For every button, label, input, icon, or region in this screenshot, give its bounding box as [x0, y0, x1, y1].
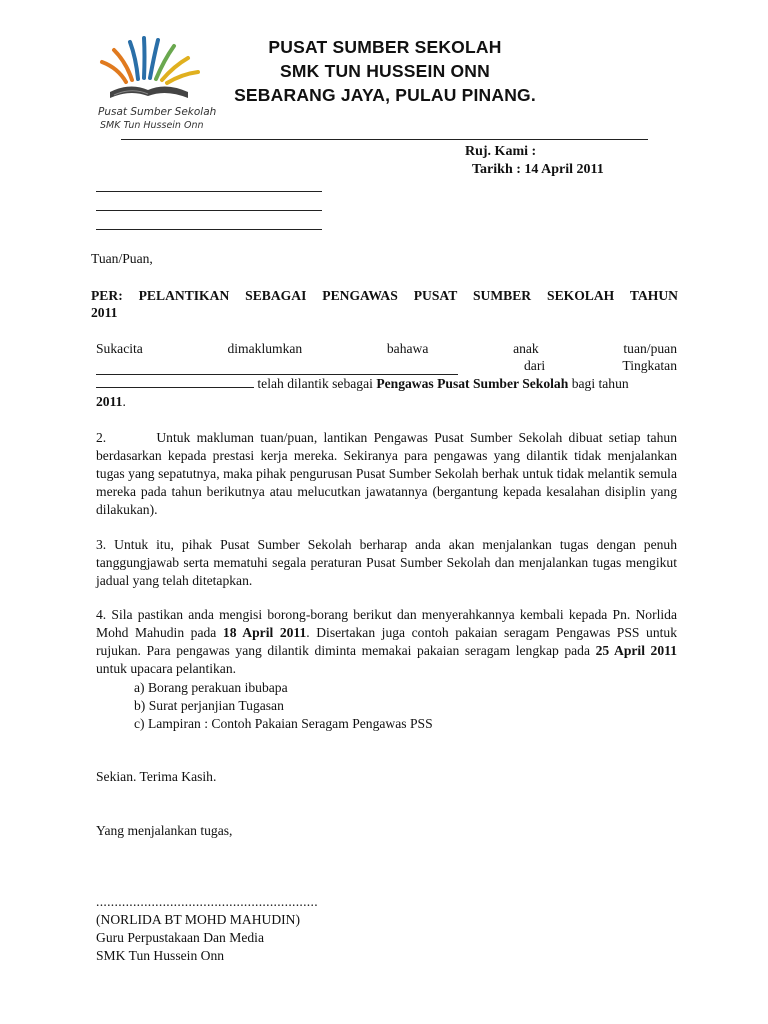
salutation: Tuan/Puan,: [91, 251, 153, 266]
header-divider: [121, 139, 648, 140]
para1-role-bold: Pengawas Pusat Sumber Sekolah: [376, 376, 569, 391]
closing: Sekian. Terima Kasih.: [96, 769, 217, 784]
para1-line-3: [96, 375, 677, 393]
list-item: c) Lampiran : Contoh Pakaian Seragam Pengawas PSS: [134, 716, 433, 731]
subject-line-2: 2011: [91, 305, 118, 320]
list-item: a) Borang perakuan ibubapa: [134, 680, 288, 695]
reference-number: Ruj. Kami :: [465, 144, 537, 159]
para4-part-c: . Disertakan juga contoh pakaian seragam Pengawas PSS untuk rujukan. Para pengawas yang dilantik diminta memakai pakaian seragam lengkap pada: [96, 625, 678, 658]
signatory-school: SMK Tun Hussein Onn: [96, 948, 225, 963]
logo-caption-2: SMK Tun Hussein Onn: [100, 120, 204, 131]
para1-line-2: [96, 357, 677, 375]
header-line-1: PUSAT SUMBER SEKOLAH: [268, 37, 502, 57]
student-name-blank: [96, 362, 458, 375]
signature-dots: ............................................................: [96, 894, 318, 909]
signoff: Yang menjalankan tugas,: [96, 823, 233, 838]
para1-line-4-end: .: [122, 394, 126, 409]
para1-year-bold: 2011: [96, 394, 123, 409]
letter-date: Tarikh : 14 April 2011: [472, 162, 604, 177]
address-line-1: [96, 191, 322, 192]
address-line-3: [96, 229, 322, 230]
paragraph-2: 2. Untuk makluman tuan/puan, lantikan Pengawas Pusat Sumber Sekolah dibuat setiap tahun berdasarkan kepada prestasi kerja mereka. Sekiranya para pengawas yang dilantik tidak menjalankan tugas yang sepatutnya, maka pihak pengurusan Pusat Sumber Sekolah berhak untuk tidak melantik semula mereka pada tahun berikutnya atau melucutkan jawatannya (bergantung kepada kesalahan disiplin yang dilakukan).: [96, 430, 677, 517]
para4-part-e: untuk upacara pelantikan.: [96, 661, 237, 676]
para4-date-2: 25 April 2011: [595, 643, 677, 658]
form-class-blank: [96, 375, 254, 388]
address-line-2: [96, 210, 322, 211]
paragraph-3: 3. Untuk itu, pihak Pusat Sumber Sekolah berharap anda akan menjalankan tugas dengan penuh tanggungjawab serta mematuhi segala peraturan Pusat Sumber Sekolah dan menjalankan tugas mengikut jadual yang telah ditetapkan.: [96, 537, 677, 588]
para1-line-1: Sukacita dimaklumkan bahawa anak tuan/puan: [96, 341, 677, 356]
paragraph-4: [96, 606, 677, 678]
subject-line-1: PER: PELANTIKAN SEBAGAI PENGAWAS PUSAT SUMBER SEKOLAH TAHUN: [91, 288, 678, 303]
para4-part-a: 4. Sila pastikan anda mengisi borong-borang berikut dan menyerahkannya kembali kepada Pn. Norlida Mohd Mahudin pada: [96, 607, 677, 640]
para1-line-2-text: dari Tingkatan: [524, 358, 677, 373]
header-line-2: SMK TUN HUSSEIN ONN: [280, 61, 490, 81]
para1-line-4: [96, 393, 677, 411]
signatory-name: (NORLIDA BT MOHD MAHUDIN): [96, 912, 301, 927]
para1-line-3-text: telah dilantik sebagai: [254, 376, 377, 391]
para1-line-3-end: bagi tahun: [568, 376, 629, 391]
header-line-3: SEBARANG JAYA, PULAU PINANG.: [234, 85, 536, 105]
list-item: b) Surat perjanjian Tugasan: [134, 698, 284, 713]
signatory-title: Guru Perpustakaan Dan Media: [96, 930, 264, 945]
para4-date-1: 18 April 2011: [222, 625, 307, 640]
logo-caption-1: Pusat Sumber Sekolah: [98, 106, 217, 118]
